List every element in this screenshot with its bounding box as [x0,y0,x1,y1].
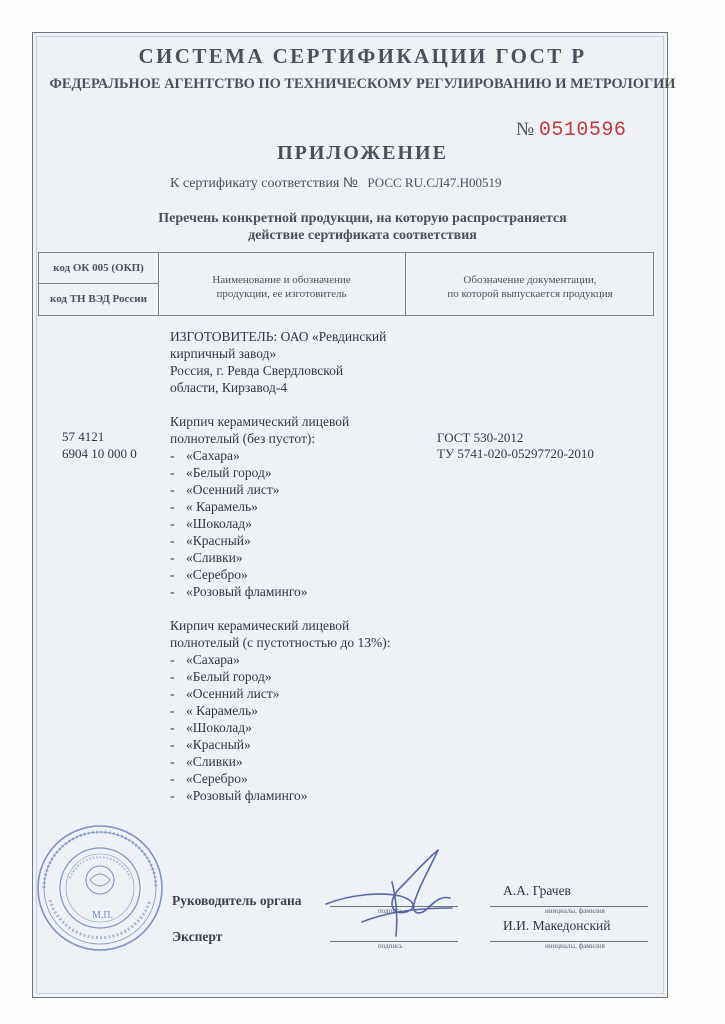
cert-label: К сертификату соответствия [170,176,340,191]
product-name-header: Наименование и обозначение продукции, ее изготовитель [212,274,351,300]
system-title: СИСТЕМА СЕРТИФИКАЦИИ ГОСТ Р [138,44,587,68]
product-variant: - «Красный» [170,533,251,548]
head-label: Руководитель органа [172,893,302,908]
product-variant: - «Серебро» [170,771,248,786]
gost-reference: ГОСТ 530-2012 [437,430,524,445]
product-variant: - «Белый город» [170,669,272,684]
tu-reference: ТУ 5741-020-05297720-2010 [437,446,594,461]
table-header [38,252,654,316]
round-seal-stamp [30,818,170,958]
product-variant: - «Осенний лист» [170,482,280,497]
expert-signature-caption: подпись [378,942,403,950]
agency-subtitle: ФЕДЕРАЛЬНОЕ АГЕНТСТВО ПО ТЕХНИЧЕСКОМУ РЕГУЛИРОВАНИЮ И МЕТРОЛОГИИ [49,76,676,92]
documentation-list [437,430,594,462]
product-variant: - «Сахара» [170,448,240,463]
product-variant: - «Сахара» [170,652,240,667]
form-number-value: 0510596 [538,119,627,142]
tnved-code: 6904 10 000 0 [62,446,137,461]
tnved-header: код ТН ВЭД России [50,293,147,305]
product-variant: - «Шоколад» [170,720,252,735]
list-title: Перечень конкретной продукции, на которую распространяется действие сертификата соответствия [158,211,567,243]
product-list-hollow [170,651,390,804]
product-variant: - «Осенний лист» [170,686,280,701]
product-variant: - «Белый город» [170,465,272,480]
product-variant: - «Серебро» [170,567,248,582]
documentation-header: Обозначение документации, по которой выпускается продукция [447,274,613,300]
product-codes [62,428,137,462]
product-block-solid: Кирпич керамический лицевой полнотелый (без пустот): - «Сахара» - «Белый город» - «Осенний лист» - « Карамель» - «Шоколад» - «Красный» - «Сливки» - «Серебро» - «Розовый фламинго» [170,413,390,600]
product-list-solid [170,447,390,600]
stamp-mark-text: М.П. [92,910,114,921]
product-variant: - «Шоколад» [170,516,252,531]
cert-number-sign: № [342,174,358,190]
product-description [170,328,390,821]
handwritten-signature [322,842,462,942]
expert-name-caption: инициалы, фамилия [545,942,605,950]
head-name-caption: инициалы, фамилия [545,907,605,915]
product-variant: - «Розовый фламинго» [170,788,308,803]
head-name: А.А. Грачев [503,883,571,898]
product-variant: - « Карамель» [170,499,258,514]
certificate-reference [170,174,502,192]
product-variant: - «Красный» [170,737,251,752]
okp-header: код ОК 005 (ОКП) [53,262,144,274]
form-number [516,119,626,142]
page-heading: ПРИЛОЖЕНИЕ [277,142,448,164]
manufacturer-block: ИЗГОТОВИТЕЛЬ: ОАО «Ревдинский кирпичный завод» Россия, г. Ревда Свердловской области, Кирзавод-4 [170,329,387,395]
number-sign: № [516,119,535,140]
product-variant: - « Карамель» [170,703,258,718]
okp-code: 57 4121 [62,429,105,444]
product-block-hollow: Кирпич керамический лицевой полнотелый (с пустотностью до 13%): - «Сахара» - «Белый город» - «Осенний лист» - « Карамель» - «Шоколад» - «Красный» - «Сливки» - «Серебро» - «Розовый фламинго» [170,618,391,803]
product-variant: - «Сливки» [170,754,243,769]
expert-label: Эксперт [172,929,223,944]
cert-number-value: РОСС RU.СЛ47.Н00519 [367,175,502,190]
head-signature-caption: подпись [378,907,403,915]
product-variant: - «Сливки» [170,550,243,565]
product-variant: - «Розовый фламинго» [170,584,308,599]
expert-name: И.И. Македонский [503,918,611,933]
